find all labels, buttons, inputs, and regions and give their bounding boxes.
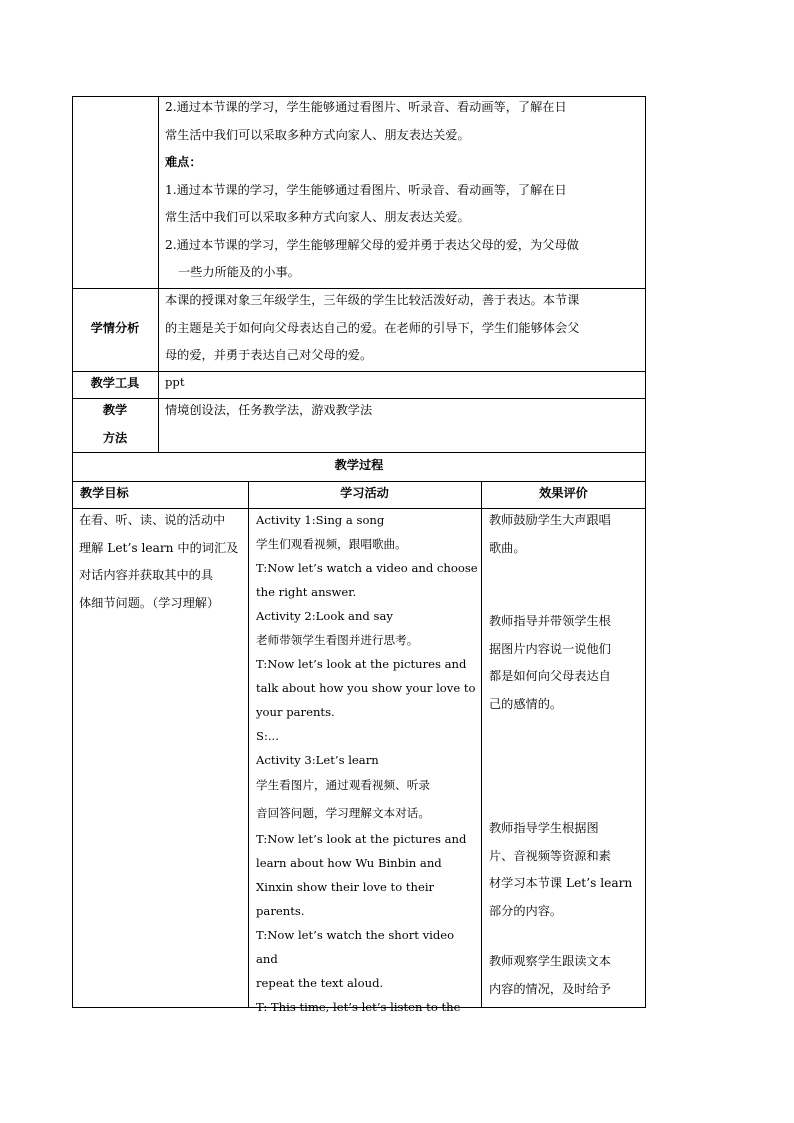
activity-line: 老师带领学生看图并进行思考。: [256, 633, 419, 647]
activity-line: 音回答问题，学习理解文本对话。: [256, 805, 430, 820]
activity-line: Activity 1:Sing a song: [256, 513, 385, 527]
teaching-methods-label-line2: 方法: [102, 430, 128, 445]
goal-item-2-line2: 常生活中我们可以采取多种方式向家人、朋友表达关爱。: [165, 127, 470, 142]
activity-line: T:Now let’s look at the pictures and: [256, 657, 467, 671]
objective-cell: [79, 507, 247, 617]
evaluation-line: 都是如何向父母表达自: [489, 669, 611, 683]
difficulty-title: 难点：: [165, 155, 202, 169]
activity-cell: [256, 508, 478, 1019]
teaching-tools-value: ppt: [165, 375, 185, 389]
column-header-activity: 学习活动: [340, 486, 389, 500]
evaluation-line: 材学习本节课 Let’s learn: [489, 876, 633, 890]
column-header-evaluation: 效果评价: [539, 486, 588, 500]
activity-line: Activity 3:Let’s learn: [256, 753, 379, 767]
column-header-objective: 教学目标: [80, 486, 129, 500]
student-analysis-text: [165, 287, 643, 370]
column-divider: [481, 481, 482, 1008]
activity-line: your parents.: [256, 705, 335, 719]
key-points-cell: [165, 94, 643, 287]
evaluation-line: 内容的情况，及时给予: [489, 981, 611, 996]
student-analysis-line1: 本课的授课对象三年级学生，三年级的学生比较活泼好动，善于表达。本节课: [165, 293, 580, 307]
activity-line: talk about how you show your love to: [256, 681, 476, 695]
objective-line: 理解 Let’s learn 中的词汇及: [79, 540, 239, 555]
column-divider: [158, 96, 159, 453]
teaching-tools-label: 教学工具: [90, 376, 140, 390]
activity-line: 学生们观看视频，跟唱歌曲。: [256, 537, 407, 551]
evaluation-block-2: [489, 608, 644, 718]
activity-line: 学生看图片，通过观看视频、听录: [256, 778, 430, 792]
difficulty-item-2-line2: 一些力所能及的小事。: [178, 265, 300, 279]
activity-line: the right answer.: [256, 585, 357, 599]
teaching-methods-value: 情境创设法，任务教学法，游戏教学法: [165, 403, 373, 417]
activity-line: parents.: [256, 904, 305, 918]
difficulty-item-1-line1: 1.通过本节课的学习，学生能够通过看图片、听录音、看动画等，了解在日: [165, 182, 567, 197]
student-analysis-line2: 的主题是关于如何向父母表达自己的爱。在老师的引导下，学生们能够体会父: [165, 320, 580, 335]
evaluation-line: 己的感情的。: [489, 696, 563, 711]
objective-line: 体细节问题。（学习理解）: [79, 595, 220, 610]
objective-line: 在看、听、读、说的活动中: [79, 513, 226, 527]
process-title: 教学过程: [334, 458, 384, 472]
activity-line: T:Now let’s watch a video and choose: [256, 561, 478, 575]
activity-line: Activity 2:Look and say: [256, 609, 393, 623]
objective-line: 对话内容并获取其中的具: [79, 568, 214, 582]
difficulty-item-2-line1: 2.通过本节课的学习，学生能够理解父母的爱并勇于表达父母的爱，为父母做: [165, 237, 579, 252]
evaluation-line: 片、音视频等资源和素: [489, 848, 611, 863]
activity-line: learn about how Wu Binbin and: [256, 856, 442, 870]
evaluation-line: 教师鼓励学生大声跟唱: [489, 513, 611, 527]
activity-line: Xinxin show their love to their: [256, 880, 435, 894]
column-divider: [248, 481, 249, 1008]
evaluation-line: 教师指导学生根据图: [489, 821, 599, 835]
evaluation-line: 歌曲。: [489, 540, 526, 555]
activity-line: T: This time, let’s let’s listen to the: [256, 1000, 461, 1014]
student-analysis-line3: 母的爱，并勇于表达自己对父母的爱。: [165, 348, 373, 362]
evaluation-line: 部分的内容。: [489, 903, 563, 918]
evaluation-block-3: [489, 815, 644, 925]
teaching-methods-label: [72, 397, 158, 452]
evaluation-block-4: [489, 948, 644, 1003]
student-analysis-label: 学情分析: [90, 321, 140, 335]
goal-item-2-line1: 2.通过本节课的学习，学生能够通过看图片、听录音、看动画等，了解在日: [165, 100, 567, 114]
evaluation-line: 教师观察学生跟读文本: [489, 954, 611, 968]
activity-line: S:...: [256, 729, 279, 743]
activity-line: T:Now let’s look at the pictures and: [256, 832, 467, 846]
evaluation-line: 教师指导并带领学生根: [489, 614, 611, 628]
activity-line: T:Now let’s watch the short video and: [256, 928, 455, 966]
teaching-methods-label-line1: 教学: [102, 403, 128, 417]
difficulty-item-1-line2: 常生活中我们可以采取多种方式向家人、朋友表达关爱。: [165, 210, 470, 224]
evaluation-line: 据图片内容说一说他们: [489, 641, 611, 656]
evaluation-block-1: [489, 507, 644, 562]
activity-line: repeat the text aloud.: [256, 976, 384, 990]
